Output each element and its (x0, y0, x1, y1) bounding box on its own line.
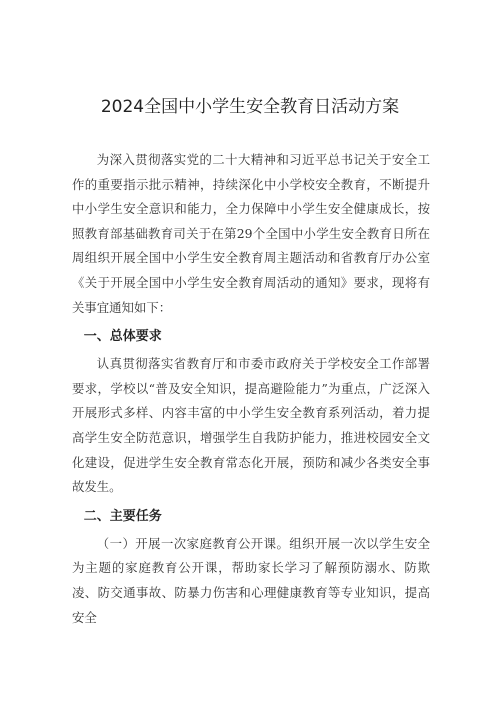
document-title: 2024全国中小学生安全教育日活动方案 (100, 97, 400, 117)
main-tasks-item-1-paragraph: （一）开展一次家庭教育公开课。组织开展一次以学生安全为主题的家庭教育公开课，帮助家长学习了解预防溺水、防欺凌、防交通事故、防暴力伤害和心理健康教育等专业知识，提高安全 (72, 535, 430, 625)
section-heading-main-tasks: 二、主要任务 (83, 508, 162, 524)
document-body (72, 148, 430, 630)
intro-paragraph: 为深入贯彻落实党的二十大精神和习近平总书记关于安全工作的重要指示批示精神，持续深化中小学校安全教育，不断提升中小学生安全意识和能力，全力保障中小学生安全健康成长，按照教育部基础教育司关于在第29个全国中小学生安全教育日所在周组织开展全国中小学生安全教育周主题活动和省教育厅办公室《关于开展全国中小学生安全教育周活动的通知》要求，现将有关事宜通知如下： (72, 152, 430, 315)
general-requirements-paragraph: 认真贯彻落实省教育厅和市委市政府关于学校安全工作部署要求，学校以“普及安全知识，提高避险能力”为重点，广泛深入开展形式多样、内容丰富的中小学生安全教育系列活动，着力提高学生安全防范意识，增强学生自我防护能力，推进校园安全文化建设，促进学生安全教育常态化开展，预防和减少各类安全事故发生。 (72, 356, 430, 495)
section-heading-general-requirements: 一、总体要求 (83, 329, 162, 345)
